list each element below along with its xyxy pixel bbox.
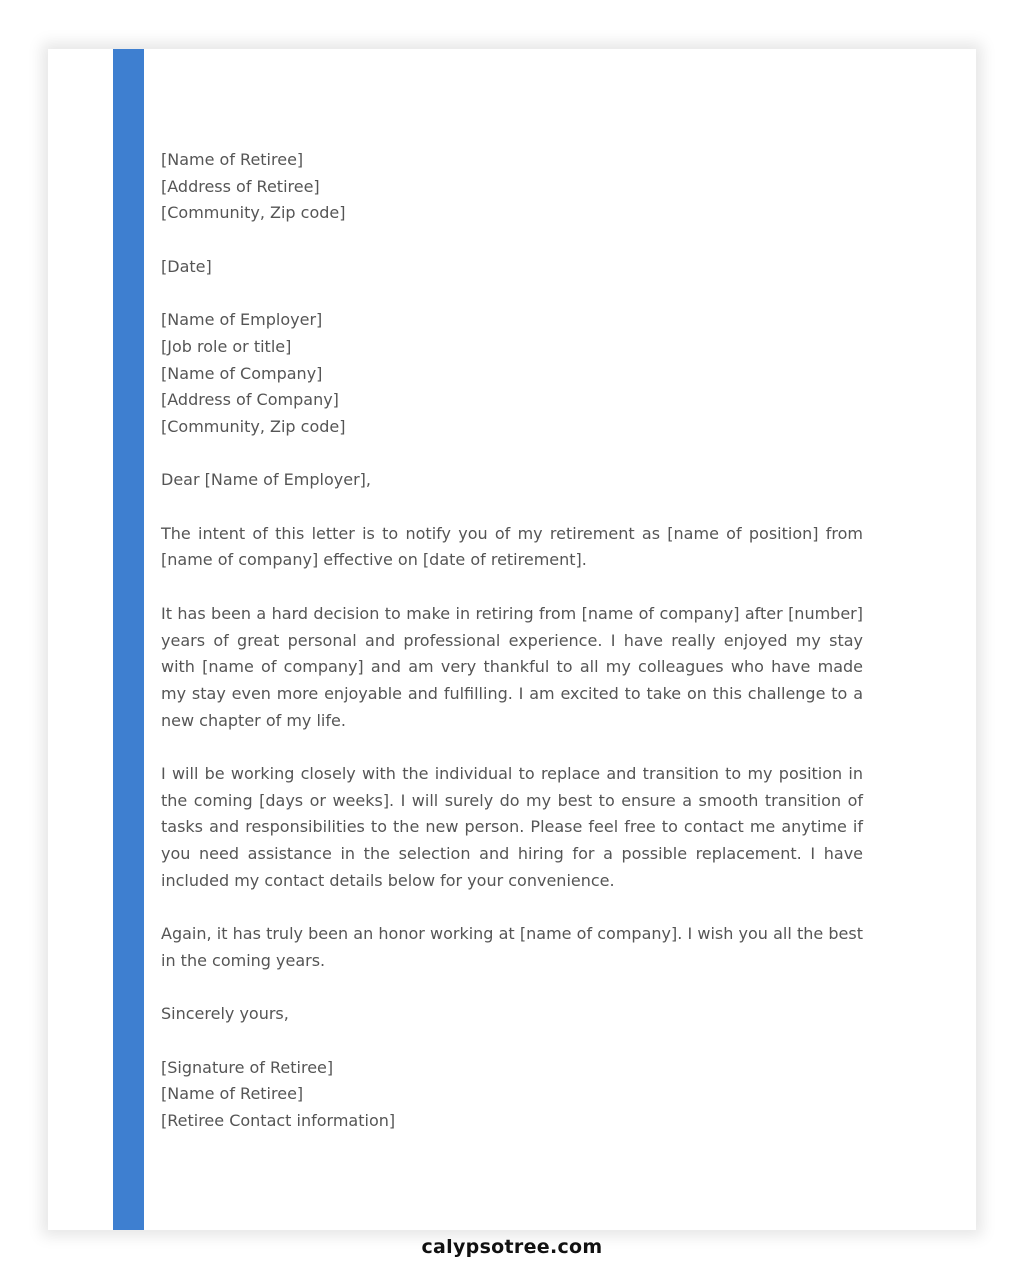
sender-address: [Address of Retiree] (161, 176, 320, 196)
signature-block (161, 1055, 863, 1135)
signature-line: [Signature of Retiree] (161, 1057, 334, 1077)
recipient-community: [Community, Zip code] (161, 417, 346, 436)
recipient-block (161, 307, 863, 441)
recipient-company: [Name of Company] (161, 363, 323, 383)
accent-bar (113, 49, 144, 1230)
sender-block (161, 147, 863, 227)
signature-name: [Name of Retiree] (161, 1084, 304, 1104)
signature-contact: [Retiree Contact information] (161, 1111, 396, 1131)
recipient-address: [Address of Company] (161, 390, 339, 410)
paragraph-1: The intent of this letter is to notify you of my retirement as [name of position] from [name of company] effective on [date of retirement]. (161, 523, 863, 570)
sender-community: [Community, Zip code] (161, 203, 346, 223)
salutation: Dear [Name of Employer], (161, 470, 371, 490)
letter-date: [Date] (161, 256, 212, 276)
letter-body (161, 147, 863, 1162)
sender-name: [Name of Retiree] (161, 150, 304, 169)
recipient-name: [Name of Employer] (161, 310, 323, 330)
date-block (161, 254, 863, 281)
site-watermark: calypsotree.com (421, 1236, 603, 1258)
closing-block (161, 1001, 863, 1028)
salutation-block (161, 467, 863, 494)
paragraph-4: Again, it has truly been an honor working at [name of company]. I wish you all the best in the coming years. (161, 924, 863, 970)
closing: Sincerely yours, (161, 1004, 289, 1024)
recipient-title: [Job role or title] (161, 336, 292, 356)
paragraph-2: It has been a hard decision to make in retiring from [name of company] after [number] years of great personal and professional experience. I have really enjoyed my stay with [name of company] and am very thankful to all my colleagues who have made my stay even more enjoyable and fulfilling. I am excited to take on this challenge to a new chapter of my life. (161, 603, 863, 730)
letter-page (48, 49, 976, 1230)
paragraph-3: I will be working closely with the individual to replace and transition to my position in the coming [days or weeks]. I will surely do my best to ensure a smooth transition of tasks and responsibilities to the new person. Please feel free to contact me anytime if you need assistance in the selection and hiring for a possible replacement. I have included my contact details below for your convenience. (161, 764, 863, 890)
